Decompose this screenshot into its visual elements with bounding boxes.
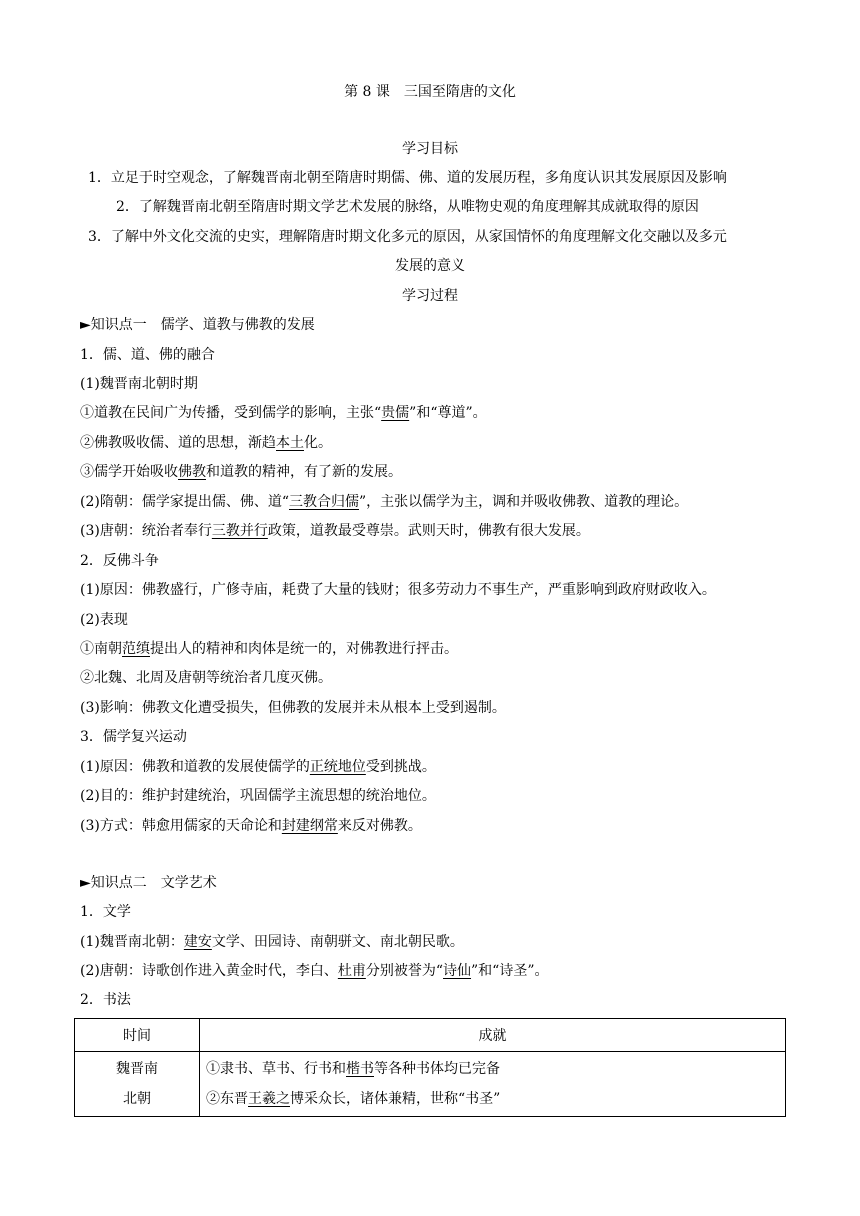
- paragraph: ①南朝范缜提出人的精神和肉体是统一的，对佛教进行抨击。: [80, 641, 458, 657]
- calligraphy-table: [74, 1018, 786, 1117]
- paragraph: ①道教在民间广为传播，受到儒学的影响，主张“贵儒”和“尊道”。: [80, 405, 487, 421]
- section-heading: 2．书法: [80, 992, 131, 1008]
- paragraph: (1)原因：佛教盛行，广修寺庙，耗费了大量的钱财；很多劳动力不事生产，严重影响到政府财政收入。: [80, 582, 716, 598]
- paragraph: (2)目的：维护封建统治，巩固儒学主流思想的统治地位。: [80, 788, 436, 804]
- paragraph: (3)方式：韩愈用儒家的天命论和封建纲常来反对佛教。: [80, 818, 422, 834]
- answer-blank: 范缜: [122, 641, 150, 657]
- paragraph: (3)影响：佛教文化遭受损失，但佛教的发展并未从根本上受到遏制。: [80, 700, 506, 716]
- answer-blank: 建安: [183, 934, 212, 950]
- subsection-heading: (2)表现: [80, 612, 128, 628]
- table-row: [75, 1052, 786, 1117]
- section-heading: 3．儒学复兴运动: [80, 729, 187, 745]
- section-heading: 1．文学: [80, 904, 131, 920]
- knowledge-point-heading: ►知识点一 儒学、道教与佛教的发展: [80, 317, 315, 333]
- paragraph: ②佛教吸收儒、道的思想，渐趋本土化。: [80, 435, 332, 451]
- answer-blank: 封建纲常: [281, 818, 338, 834]
- paragraph: (1)原因：佛教和道教的发展使儒学的正统地位受到挑战。: [80, 759, 436, 775]
- objective-item-continued: 发展的意义: [395, 258, 465, 274]
- table-cell-era: 魏晋南 北朝: [75, 1052, 200, 1117]
- section-heading: 2．反佛斗争: [80, 553, 159, 569]
- table-header-achievement: 成就: [200, 1019, 786, 1052]
- answer-blank: 三教并行: [211, 523, 268, 539]
- answer-blank: 三教合归儒: [289, 494, 359, 510]
- objective-item: 3．了解中外文化交流的史实，理解隋唐时期文化多元的原因，从家国情怀的角度理解文化交融以及多元: [88, 229, 727, 245]
- answer-blank: 杜甫: [337, 963, 366, 979]
- paragraph: ②北魏、北周及唐朝等统治者几度灭佛。: [80, 670, 332, 686]
- paragraph: (3)唐朝：统治者奉行三教并行政策，道教最受尊崇。武则天时，佛教有很大发展。: [80, 523, 590, 539]
- objective-item: 1．立足于时空观念，了解魏晋南北朝至隋唐时期儒、佛、道的发展历程，多角度认识其发展原因及影响: [88, 170, 727, 186]
- section-heading: 1．儒、道、佛的融合: [80, 347, 215, 363]
- table-header-time: 时间: [75, 1019, 200, 1052]
- answer-blank: 本土: [276, 435, 304, 451]
- answer-blank: 王羲之: [248, 1091, 290, 1107]
- achievement-item: ①隶书、草书、行书和楷书等各种书体均已完备: [206, 1061, 500, 1077]
- process-heading: 学习过程: [402, 288, 458, 304]
- answer-blank: 楷书: [346, 1061, 374, 1077]
- lesson-title: 第 8 课 三国至隋唐的文化: [344, 84, 516, 100]
- answer-blank: 正统地位: [309, 759, 366, 775]
- subsection-heading: (1)魏晋南北朝时期: [80, 376, 198, 392]
- paragraph: (2)隋朝：儒学家提出儒、佛、道“三教合归儒”，主张以儒学为主，调和并吸收佛教、道教的理论。: [80, 494, 689, 510]
- paragraph: (1)魏晋南北朝：建安文学、田园诗、南朝骈文、南北朝民歌。: [80, 934, 464, 950]
- answer-blank: 诗仙: [443, 963, 472, 979]
- paragraph: ③儒学开始吸收佛教和道教的精神，有了新的发展。: [80, 464, 402, 480]
- knowledge-point-heading: ►知识点二 文学艺术: [80, 875, 217, 891]
- objective-item: 2．了解魏晋南北朝至隋唐时期文学艺术发展的脉络，从唯物史观的角度理解其成就取得的原因: [116, 199, 699, 215]
- table-header-row: [75, 1019, 786, 1052]
- achievement-item: ②东晋王羲之博采众长，诸体兼精，世称“书圣”: [206, 1091, 501, 1107]
- answer-blank: 贵儒: [381, 405, 410, 421]
- answer-blank: 佛教: [178, 464, 206, 480]
- table-cell-achievement: [200, 1052, 786, 1117]
- paragraph: (2)唐朝：诗歌创作进入黄金时代，李白、杜甫分别被誉为“诗仙”和“诗圣”。: [80, 963, 549, 979]
- objectives-heading: 学习目标: [402, 141, 458, 157]
